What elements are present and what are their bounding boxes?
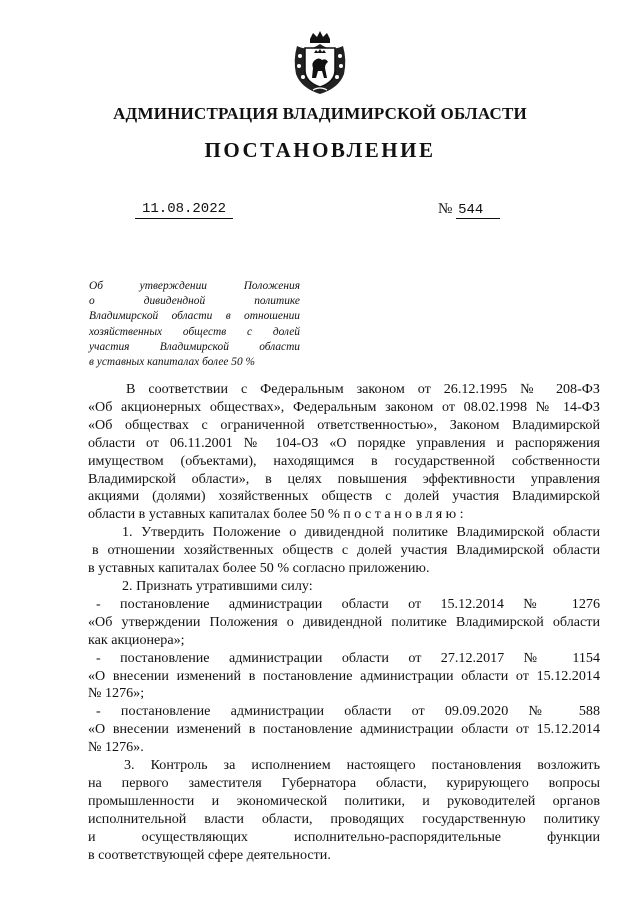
document-subject xyxy=(89,279,300,370)
item1-line: 1. Утвердить Положение о дивидендной политике Владимирской области xyxy=(122,524,600,541)
number-value: 544 xyxy=(456,202,500,219)
item2b-line: № 1276»; xyxy=(88,685,145,702)
item1-line: в уставных капиталах более 50 % согласно приложению. xyxy=(88,560,430,577)
subject-line: хозяйственных обществ с долей xyxy=(89,325,300,338)
item2a-line: как акционера»; xyxy=(88,631,185,648)
preamble-line: В соответствии с Федеральным законом от 26.12.1995 № 208-ФЗ xyxy=(126,381,600,397)
number-sign: № xyxy=(438,201,453,217)
item3-line: 3. Контроль за исполнением настоящего постановления возложить xyxy=(124,757,600,774)
preamble-line: области от 06.11.2001 № 104-ОЗ «О порядке управления и распоряжения xyxy=(88,434,600,451)
document-body xyxy=(88,381,600,864)
preamble-line: Владимирской области», в целях повышения эффективности управления xyxy=(88,470,600,487)
item2a-line: «Об утверждении Положения о дивидендной политике Владимирской области xyxy=(88,613,600,630)
preamble-line: «Об обществах с ограниченной ответственностью», Законом Владимирской xyxy=(88,416,600,433)
subject-line: участия Владимирской области xyxy=(89,340,300,353)
preamble-line: имуществом (объектами), находящимся в государственной собственности xyxy=(88,452,600,469)
resolve-word: постановляю: xyxy=(343,506,467,523)
subject-line: Об утверждении Положения xyxy=(89,280,300,292)
document-type: ПОСТАНОВЛЕНИЕ xyxy=(204,138,436,162)
subject-line: о дивидендной политике xyxy=(89,295,300,308)
item2b-line: «О внесении изменений в постановление администрации области от 15.12.2014 xyxy=(88,667,600,684)
item2c-line: № 1276». xyxy=(88,739,144,756)
coat-of-arms-icon xyxy=(291,30,349,96)
item2c-line: «О внесении изменений в постановление администрации области от 15.12.2014 xyxy=(88,721,600,738)
item3-line: в соответствующей сфере деятельности. xyxy=(88,846,331,863)
document-date: 11.08.2022 xyxy=(135,201,233,219)
item2a-line: - постановление администрации области от 15.12.2014 № 1276 xyxy=(96,595,600,612)
preamble-line: «Об акционерных обществах», Федеральным законом от 08.02.1998 № 14-ФЗ xyxy=(88,398,600,415)
subject-line: Владимирской области в отношении xyxy=(89,310,300,323)
organization-name: АДМИНИСТРАЦИЯ ВЛАДИМИРСКОЙ ОБЛАСТИ xyxy=(113,104,527,123)
item3-line: и осуществляющих исполнительно-распорядительные функции xyxy=(88,828,600,845)
preamble-line xyxy=(88,506,600,524)
item2-title: 2. Признать утратившими силу: xyxy=(122,577,313,594)
item3-line: промышленности и экономической политики, и руководителей органов xyxy=(88,792,600,809)
item3-line: исполнительной власти области, проводящих государственную политику xyxy=(88,810,600,827)
preamble-line: акциями (долями) хозяйственных обществ с долей участия Владимирской xyxy=(88,488,600,505)
item1-line: в отношении хозяйственных обществ с долей участия Владимирской области xyxy=(92,542,600,559)
item2b-line: - постановление администрации области от 27.12.2017 № 1154 xyxy=(96,649,600,666)
document-number xyxy=(438,201,500,219)
item2c-line: - постановление администрации области от 09.09.2020 № 588 xyxy=(96,703,600,720)
item3-line: на первого заместителя Губернатора области, курирующего вопросы xyxy=(88,774,600,791)
preamble-line-end: области в уставных капиталах более 50 % xyxy=(88,506,340,523)
subject-line: в уставных капиталах более 50 % xyxy=(89,356,255,369)
